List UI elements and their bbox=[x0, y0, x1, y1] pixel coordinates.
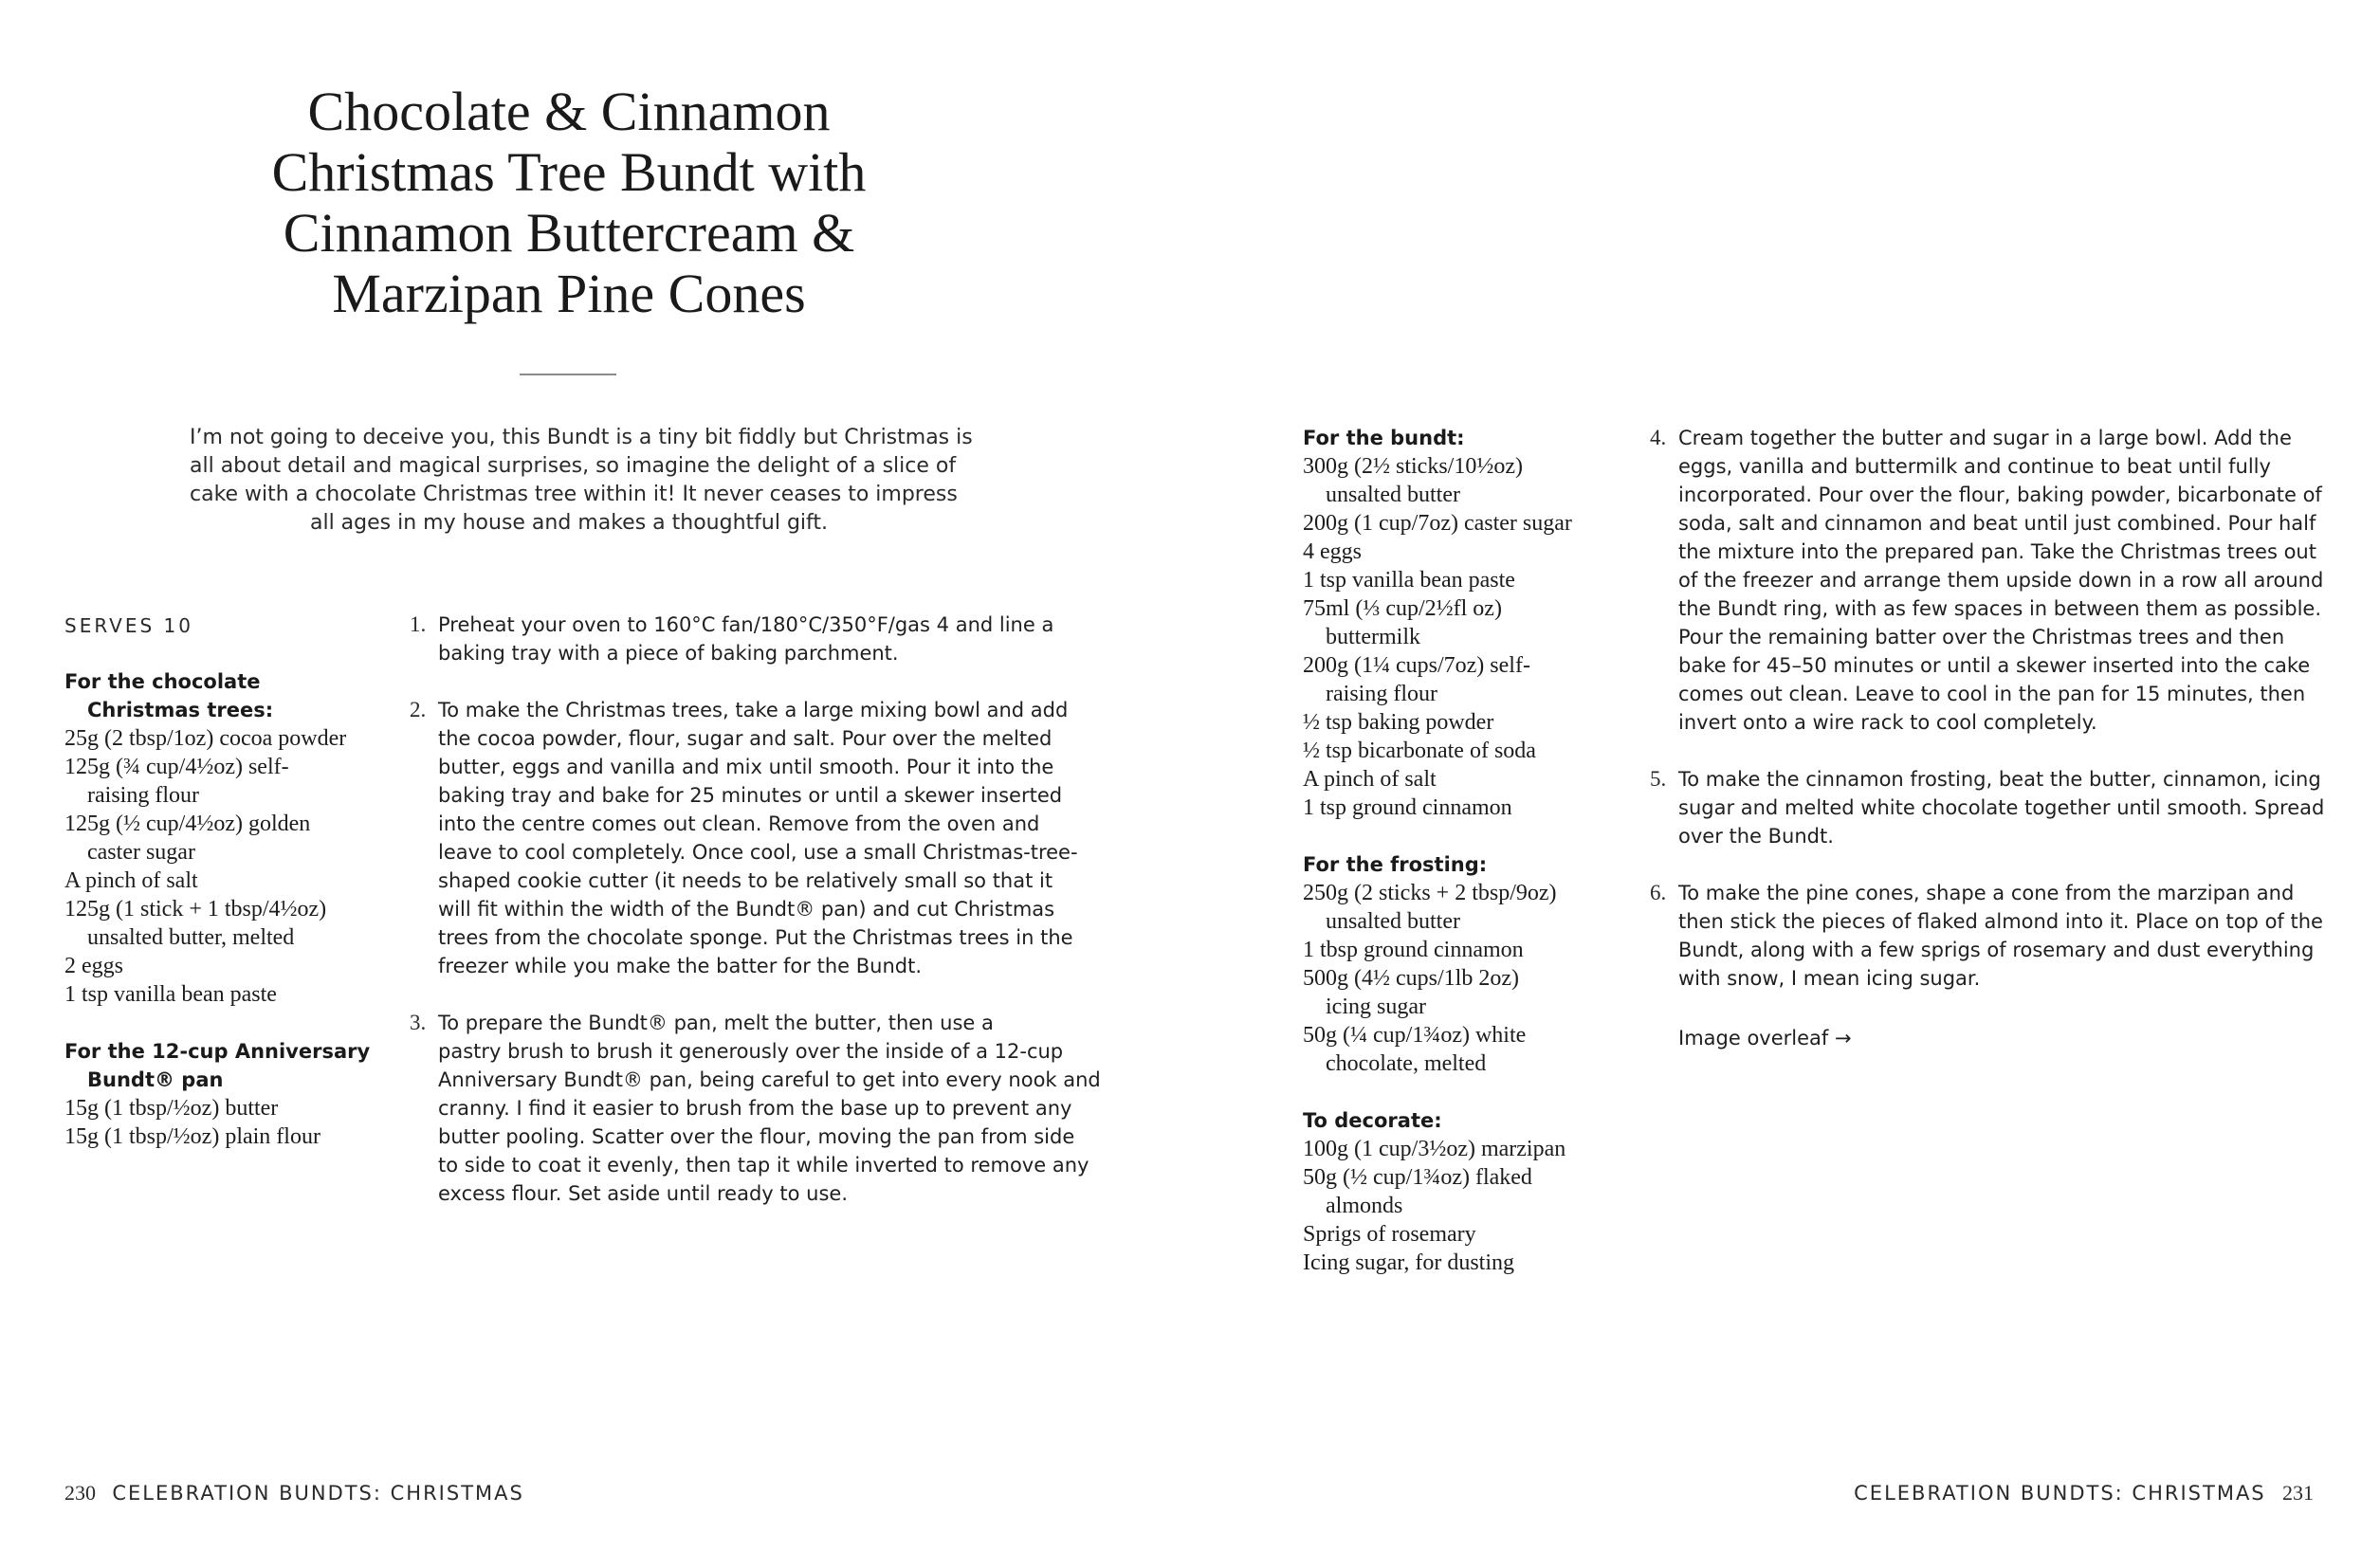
step-number: 2. bbox=[410, 698, 427, 721]
ingredient-heading bbox=[64, 1037, 387, 1094]
ingredient-item bbox=[64, 1122, 387, 1151]
ingredient-item bbox=[64, 895, 387, 952]
ingredient-line: A pinch of salt bbox=[1303, 767, 1437, 792]
ingredient-heading-line: For the chocolate bbox=[64, 670, 261, 693]
ingredient-line: 15g (1 tbsp/½oz) butter bbox=[64, 1096, 279, 1121]
ingredient-item bbox=[1303, 794, 1625, 822]
step-line: the Bundt ring, with as few spaces in between them as possible. bbox=[1678, 597, 2321, 620]
recipe-intro bbox=[190, 424, 973, 538]
ingredient-line: 50g (½ cup/1¾oz) flaked bbox=[1303, 1165, 1532, 1190]
step-line: sugar and melted white chocolate together until smooth. Spread bbox=[1678, 796, 2325, 819]
ingredient-heading bbox=[1303, 1106, 1625, 1135]
ingredient-line: Sprigs of rosemary bbox=[1303, 1222, 1476, 1247]
ingredients-column-right bbox=[1303, 424, 1625, 1305]
ingredient-item bbox=[1303, 452, 1625, 509]
recipe-title bbox=[190, 82, 948, 324]
method-step bbox=[410, 1009, 1101, 1208]
step-line: Bundt, along with a few sprigs of rosemary and dust everything bbox=[1678, 939, 2315, 961]
ingredient-item bbox=[64, 753, 387, 810]
step-line: trees from the chocolate sponge. Put the Christmas trees in the bbox=[438, 926, 1073, 949]
ingredient-item bbox=[1303, 964, 1625, 1021]
step-line: eggs, vanilla and buttermilk and continue to beat until fully bbox=[1678, 455, 2271, 478]
ingredient-item bbox=[64, 952, 387, 980]
intro-line: all about detail and magical surprises, so imagine the delight of a slice of bbox=[190, 454, 957, 478]
ingredient-item bbox=[64, 867, 387, 895]
ingredient-item bbox=[64, 980, 387, 1009]
step-line: with snow, I mean icing sugar. bbox=[1678, 967, 1981, 990]
ingredient-line: ½ tsp bicarbonate of soda bbox=[1303, 739, 1536, 763]
ingredient-line: 100g (1 cup/3½oz) marzipan bbox=[1303, 1137, 1566, 1161]
step-number: 4. bbox=[1650, 426, 1667, 449]
ingredient-line: 1 tsp vanilla bean paste bbox=[1303, 568, 1515, 593]
title-divider bbox=[520, 374, 616, 375]
ingredients-column-left bbox=[64, 667, 387, 1179]
ingredient-line: ½ tsp baking powder bbox=[1303, 710, 1494, 735]
ingredient-line: unsalted butter bbox=[1326, 909, 1460, 934]
step-line: To prepare the Bundt® pan, melt the butter, then use a bbox=[438, 1012, 994, 1034]
ingredient-section bbox=[1303, 424, 1625, 822]
step-line: butter pooling. Scatter over the flour, moving the pan from side bbox=[438, 1125, 1075, 1148]
ingredient-item bbox=[1303, 509, 1625, 538]
step-line: baking tray and bake for 25 minutes or until a skewer inserted bbox=[438, 784, 1063, 807]
step-text bbox=[438, 611, 1092, 667]
ingredient-item bbox=[1303, 1163, 1625, 1220]
ingredient-line: A pinch of salt bbox=[64, 868, 198, 893]
ingredient-line: chocolate, melted bbox=[1326, 1051, 1487, 1076]
image-overleaf-note: Image overleaf → bbox=[1678, 1027, 1852, 1049]
method-step bbox=[410, 611, 1092, 667]
method-step bbox=[1650, 765, 2333, 850]
intro-line: I’m not going to deceive you, this Bundt is a tiny bit fiddly but Christmas is bbox=[190, 426, 973, 449]
step-line: leave to cool completely. Once cool, use a small Christmas-tree- bbox=[438, 841, 1078, 864]
ingredient-heading bbox=[64, 667, 387, 724]
step-text bbox=[1678, 424, 2333, 737]
ingredient-line: almonds bbox=[1326, 1194, 1403, 1218]
ingredient-line: 125g (¾ cup/4½oz) self- bbox=[64, 755, 289, 779]
ingredient-line: 1 tsp vanilla bean paste bbox=[64, 982, 277, 1007]
ingredient-line: 1 tbsp ground cinnamon bbox=[1303, 938, 1524, 962]
ingredient-line: 25g (2 tbsp/1oz) cocoa powder bbox=[64, 726, 347, 751]
ingredient-line: raising flour bbox=[87, 783, 199, 808]
ingredient-line: 15g (1 tbsp/½oz) plain flour bbox=[64, 1124, 320, 1149]
ingredient-item bbox=[1303, 1135, 1625, 1163]
ingredient-line: 4 eggs bbox=[1303, 539, 1362, 564]
step-line: into the centre comes out clean. Remove from the oven and bbox=[438, 812, 1040, 835]
step-line: Pour the remaining batter over the Christmas trees and then bbox=[1678, 626, 2285, 648]
ingredient-line: unsalted butter bbox=[1326, 483, 1460, 507]
ingredient-heading-line: Bundt® pan bbox=[87, 1068, 224, 1091]
step-line: To make the Christmas trees, take a large mixing bowl and add bbox=[438, 699, 1069, 721]
ingredient-line: caster sugar bbox=[87, 840, 195, 865]
ingredient-line: Icing sugar, for dusting bbox=[1303, 1250, 1514, 1275]
ingredient-line: icing sugar bbox=[1326, 994, 1426, 1019]
page-number-left: 230 bbox=[64, 1481, 96, 1505]
ingredient-heading-line: To decorate: bbox=[1303, 1109, 1442, 1132]
ingredient-line: 1 tsp ground cinnamon bbox=[1303, 795, 1512, 820]
step-line: will fit within the width of the Bundt® pan) and cut Christmas bbox=[438, 898, 1055, 921]
intro-line: all ages in my house and makes a thoughtful gift. bbox=[309, 511, 829, 535]
intro-line: cake with a chocolate Christmas tree within it! It never ceases to impress bbox=[190, 483, 958, 506]
ingredient-section bbox=[1303, 1106, 1625, 1277]
ingredient-heading-line: For the 12-cup Anniversary bbox=[64, 1040, 371, 1063]
step-number: 6. bbox=[1650, 881, 1667, 904]
step-line: the cocoa powder, flour, sugar and salt. Pour over the melted bbox=[438, 727, 1053, 750]
step-line: incorporated. Pour over the flour, baking powder, bicarbonate of bbox=[1678, 484, 2322, 506]
method-steps-right bbox=[1650, 424, 2333, 1021]
ingredient-item bbox=[1303, 594, 1625, 651]
title-line: Chocolate & Cinnamon bbox=[307, 81, 831, 142]
ingredient-heading bbox=[1303, 850, 1625, 879]
step-line: the mixture into the prepared pan. Take the Christmas trees out bbox=[1678, 540, 2316, 563]
method-step bbox=[410, 696, 1092, 980]
step-line: Anniversary Bundt® pan, being careful to get into every nook and bbox=[438, 1068, 1101, 1091]
ingredient-line: 300g (2½ sticks/10½oz) bbox=[1303, 454, 1523, 479]
serves-label: SERVES 10 bbox=[64, 614, 193, 637]
step-number: 3. bbox=[410, 1011, 427, 1034]
step-line: invert onto a wire rack to cool completely. bbox=[1678, 711, 2097, 734]
ingredient-item bbox=[1303, 765, 1625, 794]
method-steps-left bbox=[410, 611, 1101, 1236]
ingredient-heading-line: For the bundt: bbox=[1303, 427, 1465, 449]
ingredient-section bbox=[64, 1037, 387, 1151]
step-line: baking tray with a piece of baking parchment. bbox=[438, 642, 899, 665]
ingredient-line: 250g (2 sticks + 2 tbsp/9oz) bbox=[1303, 881, 1557, 905]
ingredient-line: 75ml (⅓ cup/2½fl oz) bbox=[1303, 596, 1502, 621]
step-line: soda, salt and cinnamon and beat until just combined. Pour half bbox=[1678, 512, 2316, 535]
ingredient-section bbox=[1303, 850, 1625, 1078]
step-line: shaped cookie cutter (it needs to be relatively small so that it bbox=[438, 869, 1053, 892]
step-line: over the Bundt. bbox=[1678, 825, 1834, 848]
ingredient-item bbox=[1303, 538, 1625, 566]
title-line: Cinnamon Buttercream & bbox=[283, 202, 855, 264]
footer-right bbox=[1854, 1481, 2314, 1505]
page-number-right: 231 bbox=[2282, 1481, 2314, 1505]
step-line: Cream together the butter and sugar in a large bowl. Add the bbox=[1678, 427, 2292, 449]
ingredient-line: 200g (1¼ cups/7oz) self- bbox=[1303, 653, 1530, 678]
step-text bbox=[1678, 765, 2333, 850]
ingredient-line: raising flour bbox=[1326, 682, 1437, 706]
ingredient-line: 2 eggs bbox=[64, 954, 123, 978]
step-line: of the freezer and arrange them upside down in a row all around bbox=[1678, 569, 2324, 592]
title-line: Christmas Tree Bundt with bbox=[271, 141, 867, 203]
ingredient-item bbox=[1303, 566, 1625, 594]
ingredient-line: 500g (4½ cups/1lb 2oz) bbox=[1303, 966, 1519, 991]
step-line: pastry brush to brush it generously over the inside of a 12-cup bbox=[438, 1040, 1064, 1063]
ingredient-item bbox=[1303, 1249, 1625, 1277]
ingredient-item bbox=[1303, 651, 1625, 708]
step-line: freezer while you make the batter for the Bundt. bbox=[438, 955, 922, 977]
ingredient-item bbox=[1303, 708, 1625, 737]
step-line: Preheat your oven to 160°C fan/180°C/350°F/gas 4 and line a bbox=[438, 613, 1054, 636]
step-text bbox=[1678, 879, 2333, 993]
step-line: To make the pine cones, shape a cone from the marzipan and bbox=[1678, 882, 2295, 904]
ingredient-item bbox=[64, 810, 387, 867]
ingredient-item bbox=[1303, 1021, 1625, 1078]
step-line: to side to coat it evenly, then tap it while inverted to remove any bbox=[438, 1154, 1089, 1177]
step-line: excess flour. Set aside until ready to use. bbox=[438, 1182, 848, 1205]
ingredient-heading-line: Christmas trees: bbox=[87, 699, 274, 721]
ingredient-line: 50g (¼ cup/1¾oz) white bbox=[1303, 1023, 1527, 1048]
ingredient-item bbox=[1303, 879, 1625, 936]
step-line: cranny. I find it easier to brush from the base up to prevent any bbox=[438, 1097, 1072, 1120]
ingredient-item bbox=[1303, 1220, 1625, 1249]
ingredient-line: 125g (½ cup/4½oz) golden bbox=[64, 812, 311, 836]
footer-section-left: CELEBRATION BUNDTS: CHRISTMAS bbox=[112, 1482, 524, 1505]
ingredient-item bbox=[1303, 737, 1625, 765]
step-line: comes out clean. Leave to cool in the pan for 15 minutes, then bbox=[1678, 683, 2306, 705]
ingredient-item bbox=[64, 1094, 387, 1122]
ingredient-section bbox=[64, 667, 387, 1009]
ingredient-line: 200g (1 cup/7oz) caster sugar bbox=[1303, 511, 1572, 536]
step-text bbox=[438, 1009, 1101, 1208]
footer-section-right: CELEBRATION BUNDTS: CHRISTMAS bbox=[1854, 1482, 2266, 1505]
step-line: To make the cinnamon frosting, beat the butter, cinnamon, icing bbox=[1678, 768, 2321, 791]
method-step bbox=[1650, 879, 2333, 993]
ingredient-item bbox=[64, 724, 387, 753]
ingredient-heading bbox=[1303, 424, 1625, 452]
step-line: bake for 45–50 minutes or until a skewer inserted into the cake bbox=[1678, 654, 2311, 677]
method-step bbox=[1650, 424, 2333, 737]
footer-left bbox=[64, 1481, 524, 1505]
step-number: 1. bbox=[410, 612, 427, 636]
step-line: butter, eggs and vanilla and mix until smooth. Pour it into the bbox=[438, 756, 1054, 778]
step-text bbox=[438, 696, 1092, 980]
step-number: 5. bbox=[1650, 767, 1667, 791]
ingredient-item bbox=[1303, 936, 1625, 964]
ingredient-line: buttermilk bbox=[1326, 625, 1420, 649]
ingredient-heading-line: For the frosting: bbox=[1303, 853, 1488, 876]
step-line: then stick the pieces of flaked almond into it. Place on top of the bbox=[1678, 910, 2323, 933]
ingredient-line: unsalted butter, melted bbox=[87, 925, 295, 950]
title-line: Marzipan Pine Cones bbox=[332, 263, 806, 324]
ingredient-line: 125g (1 stick + 1 tbsp/4½oz) bbox=[64, 897, 327, 921]
